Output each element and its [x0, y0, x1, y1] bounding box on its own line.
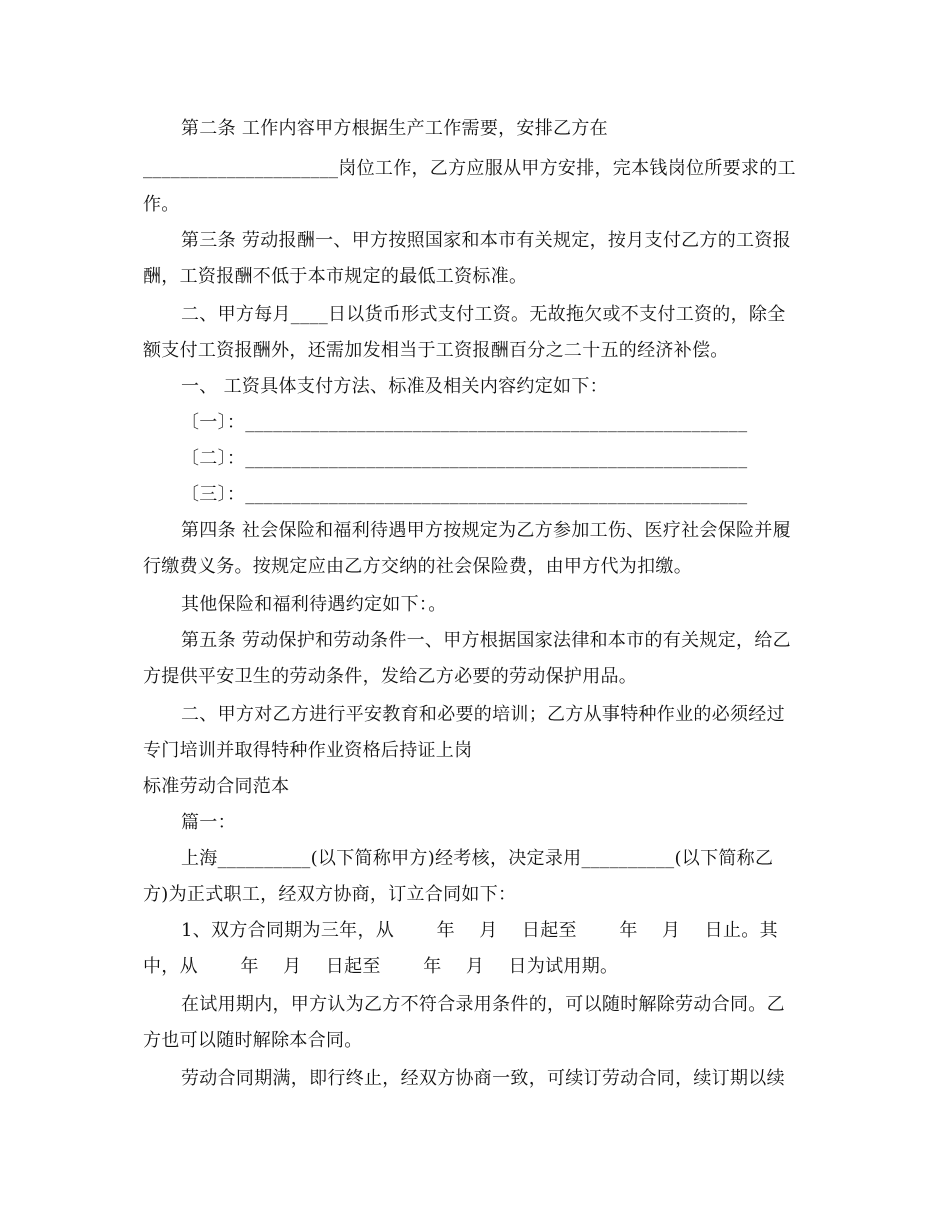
text-line: 方)为正式职工，经双方协商，订立合同如下： [143, 884, 517, 905]
text-line: 第四条 社会保险和福利待遇甲方按规定为乙方参加工伤、医疗社会保险并履 [181, 520, 791, 541]
text-line: 一、 工资具体支付方法、标准及相关内容约定如下： [181, 376, 608, 397]
text-line: 标准劳动合同范本 [143, 776, 290, 797]
text-line: 二、甲方每月____日以货币形式支付工资。无故拖欠或不支付工资的，除全 [181, 304, 786, 325]
text-line: 第五条 劳动保护和劳动条件一、甲方根据国家法律和本市的有关规定，给乙 [181, 630, 791, 651]
text-line: 第三条 劳动报酬一、甲方按照国家和本市有关规定，按月支付乙方的工资报 [181, 230, 791, 251]
text-line: 中，从 年 月 日起至 年 月 日为试用期。 [143, 956, 619, 977]
text-line: 〔一〕：______________________________________________________ [181, 412, 748, 433]
text-line: _____________________岗位工作，乙方应服从甲方安排，完本钱岗位所要求的工 [143, 158, 796, 179]
text-line: 其他保险和福利待遇约定如下：。 [181, 594, 447, 615]
text-line: 〔三〕：______________________________________________________ [181, 484, 748, 505]
text-line: 〔二〕：______________________________________________________ [181, 448, 748, 469]
text-line: 方也可以随时解除本合同。 [143, 1030, 363, 1051]
text-line: 劳动合同期满，即行终止，经双方协商一致，可续订劳动合同，续订期以续 [181, 1068, 785, 1089]
text-line: 专门培训并取得特种作业资格后持证上岗 [143, 740, 473, 761]
text-line: 第二条 工作内容甲方根据生产工作需要，安排乙方在 [181, 118, 608, 139]
text-line: 在试用期内，甲方认为乙方不符合录用条件的，可以随时解除劳动合同。乙 [181, 994, 785, 1015]
text-line: 作。 [143, 194, 180, 215]
text-line: 二、甲方对乙方进行平安教育和必要的培训；乙方从事特种作业的必须经过 [181, 704, 785, 725]
text-line: 1、双方合同期为三年，从 年 月 日起至 年 月 日止。其 [181, 920, 778, 941]
text-line: 方提供平安卫生的劳动条件，发给乙方必要的劳动保护用品。 [143, 666, 638, 687]
text-line: 篇一： [181, 812, 236, 833]
text-line: 额支付工资报酬外，还需加发相当于工资报酬百分之二十五的经济补偿。 [143, 340, 729, 361]
text-line: 酬，工资报酬不低于本市规定的最低工资标准。 [143, 266, 528, 287]
text-line: 上海__________(以下简称甲方)经考核，决定录用__________(以下简称乙 [181, 848, 774, 869]
text-line: 行缴费义务。按规定应由乙方交纳的社会保险费，由甲方代为扣缴。 [143, 556, 692, 577]
